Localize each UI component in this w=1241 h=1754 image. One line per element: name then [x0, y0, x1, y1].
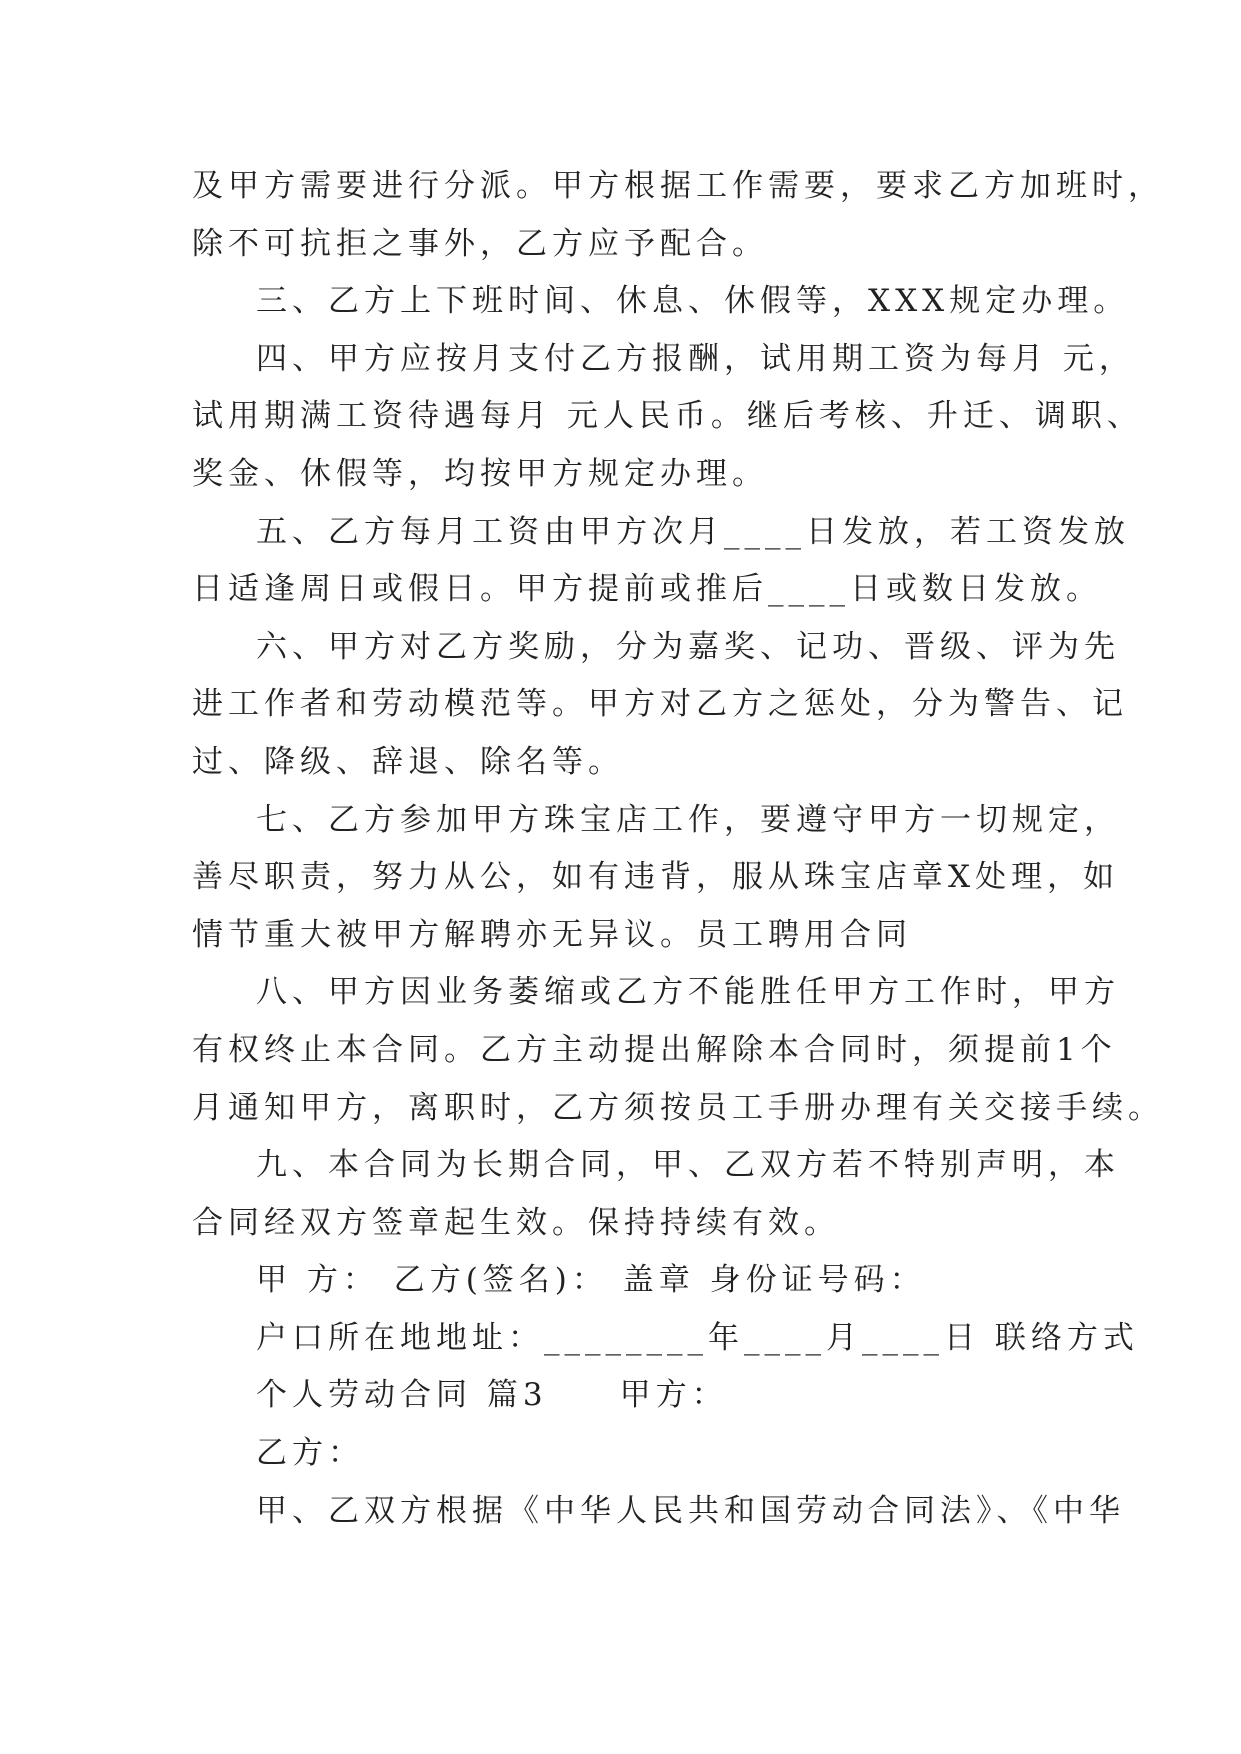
document-body: [192, 158, 1164, 1540]
text-line: 情节重大被甲方解聘亦无异议。员工聘用合同: [192, 916, 912, 953]
text-line: 过、降级、辞退、除名等。: [192, 743, 624, 780]
text-line: 日适逢周日或假日。甲方提前或推后____日或数日发放。: [192, 571, 1102, 608]
signature-line: 甲 方： 乙方(签名)： 盖章 身份证号码：: [256, 1262, 926, 1299]
text-line: 甲、乙双方根据《中华人民共和国劳动合同法》、《中华: [256, 1492, 1125, 1529]
text-line: 除不可抗拒之事外，乙方应予配合。: [192, 225, 768, 262]
text-line: 五、乙方每月工资由甲方次月____日发放，若工资发放: [256, 513, 1130, 550]
text-line: 三、乙方上下班时间、休息、休假等，XXX规定办理。: [256, 283, 1130, 320]
text-line: 合同经双方签章起生效。保持持续有效。: [192, 1204, 840, 1241]
text-line: 及甲方需要进行分派。甲方根据工作需要，要求乙方加班时，: [192, 168, 1164, 204]
text-line: 奖金、休假等，均按甲方规定办理。: [192, 455, 768, 492]
text-line: 九、本合同为长期合同，甲、乙双方若不特别声明，本: [256, 1147, 1120, 1184]
party-b-line: 乙方：: [256, 1435, 364, 1472]
text-line: 有权终止本合同。乙方主动提出解除本合同时，须提前1个: [192, 1031, 1117, 1068]
text-line: 四、甲方应按月支付乙方报酬，试用期工资为每月 元，: [256, 340, 1135, 377]
contract-heading-line: 个人劳动合同 篇3 甲方：: [256, 1377, 728, 1414]
text-line: 六、甲方对乙方奖励，分为嘉奖、记功、晋级、评为先: [256, 628, 1120, 665]
text-line: 七、乙方参加甲方珠宝店工作，要遵守甲方一切规定，: [256, 801, 1120, 838]
address-date-line: 户口所在地地址：________年____月____日 联络方式: [256, 1319, 1139, 1356]
text-line: 试用期满工资待遇每月 元人民币。继后考核、升迁、调职、: [192, 398, 1143, 435]
text-line: 善尽职责，努力从公，如有违背，服从珠宝店章X处理，如: [192, 859, 1120, 896]
text-line: 进工作者和劳动模范等。甲方对乙方之惩处，分为警告、记: [192, 686, 1128, 723]
text-line: 月通知甲方，离职时，乙方须按员工手册办理有关交接手续。: [192, 1089, 1164, 1126]
text-line: 八、甲方因业务萎缩或乙方不能胜任甲方工作时，甲方: [256, 974, 1120, 1011]
